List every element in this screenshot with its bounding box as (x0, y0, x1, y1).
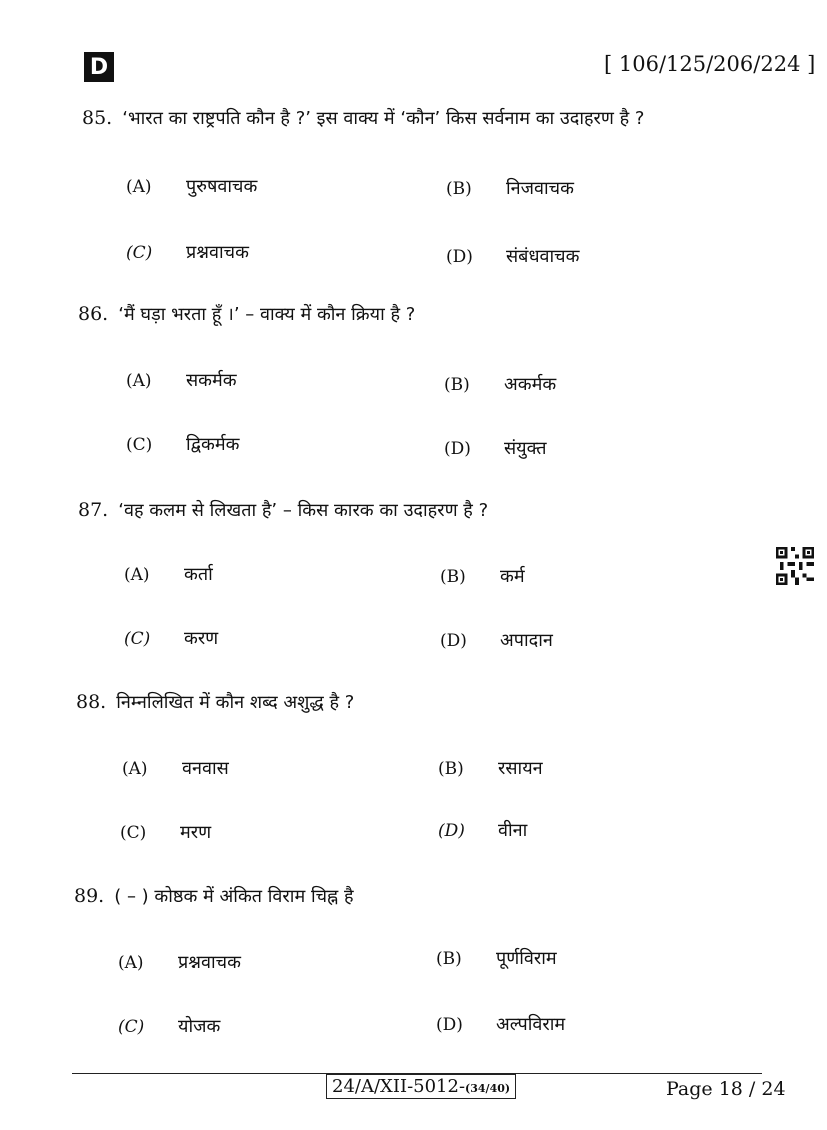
question-number: 86. (78, 303, 109, 325)
option-87-b (440, 564, 525, 588)
question-text: ‘मैं घड़ा भरता हूँ ।’ – वाक्य में कौन क्रिया है ? (118, 304, 416, 325)
option-text: निजवाचक (506, 178, 574, 199)
option-letter: (A) (126, 177, 152, 197)
option-text: अल्पविराम (496, 1014, 566, 1035)
paper-codes: [ 106/125/206/224 ] (604, 52, 816, 76)
question-number: 87. (78, 499, 109, 521)
question-number: 88. (76, 691, 107, 713)
option-letter: (C) (124, 629, 151, 649)
option-85-c (126, 240, 249, 264)
question-86 (78, 302, 415, 326)
option-88-a (122, 756, 229, 780)
option-letter: (D) (446, 247, 473, 267)
option-letter: (A) (118, 953, 144, 973)
option-text: कर्म (500, 566, 525, 587)
option-letter: (D) (444, 439, 471, 459)
question-text: ( – ) कोष्ठक में अंकित विराम चिह्न है (114, 886, 354, 907)
option-text: संयुक्त (504, 438, 547, 459)
paper-code-suffix: (34/40) (465, 1082, 511, 1095)
option-letter: (B) (446, 179, 472, 199)
option-text: वीना (498, 820, 528, 841)
option-letter: (D) (440, 631, 467, 651)
option-87-a (124, 562, 213, 586)
option-86-c (126, 432, 239, 456)
option-text: संबंधवाचक (506, 246, 580, 267)
question-text: ‘वह कलम से लिखता है’ – किस कारक का उदाहरण है ? (118, 500, 489, 521)
option-text: योजक (178, 1016, 221, 1037)
option-letter: (D) (438, 821, 465, 841)
option-87-d (440, 628, 553, 652)
option-88-b (438, 756, 543, 780)
option-letter: (A) (124, 565, 150, 585)
option-letter: (C) (126, 435, 153, 455)
question-number: 85. (82, 107, 113, 129)
option-text: मरण (180, 822, 212, 843)
option-text: करण (184, 628, 219, 649)
question-text: निम्नलिखित में कौन शब्द अशुद्ध है ? (116, 692, 355, 713)
option-85-d (446, 244, 579, 268)
option-text: सकर्मक (186, 370, 237, 391)
option-letter: (B) (438, 759, 464, 779)
set-label-badge: D (84, 52, 114, 82)
option-89-b (436, 946, 557, 970)
option-letter: (C) (120, 823, 147, 843)
option-87-c (124, 626, 218, 650)
option-letter: (A) (126, 371, 152, 391)
option-text: कर्ता (184, 564, 213, 585)
option-text: वनवास (182, 758, 229, 779)
paper-code (326, 1074, 516, 1099)
option-86-a (126, 368, 237, 392)
option-letter: (B) (444, 375, 470, 395)
page-number: Page 18 / 24 (666, 1078, 786, 1100)
question-88 (76, 690, 354, 714)
option-letter: (B) (436, 949, 462, 969)
option-86-d (444, 436, 547, 460)
option-text: अकर्मक (504, 374, 557, 395)
option-letter: (C) (118, 1017, 145, 1037)
question-number: 89. (74, 885, 105, 907)
option-letter: (C) (126, 243, 153, 263)
option-text: अपादान (500, 630, 553, 651)
option-85-b (446, 176, 574, 200)
option-text: पुरुषवाचक (186, 176, 258, 197)
question-87 (78, 498, 488, 522)
option-letter: (B) (440, 567, 466, 587)
option-86-b (444, 372, 556, 396)
option-text: द्विकर्मक (186, 434, 240, 455)
question-89 (74, 884, 354, 908)
option-88-d (438, 818, 527, 842)
paper-code-text: 24/A/XII-5012- (332, 1076, 466, 1097)
option-text: पूर्णविराम (496, 948, 557, 969)
option-letter: (A) (122, 759, 148, 779)
option-89-c (118, 1014, 220, 1038)
option-89-d (436, 1012, 565, 1036)
option-text: प्रश्नवाचक (178, 952, 241, 973)
qr-code-image (776, 547, 814, 585)
question-85 (82, 106, 644, 130)
question-text: ‘भारत का राष्ट्रपति कौन है ?’ इस वाक्य में ‘कौन’ किस सर्वनाम का उदाहरण है ? (122, 108, 645, 129)
option-text: रसायन (498, 758, 543, 779)
option-88-c (120, 820, 211, 844)
option-85-a (126, 174, 257, 198)
option-89-a (118, 950, 241, 974)
option-letter: (D) (436, 1015, 463, 1035)
option-text: प्रश्नवाचक (186, 242, 249, 263)
